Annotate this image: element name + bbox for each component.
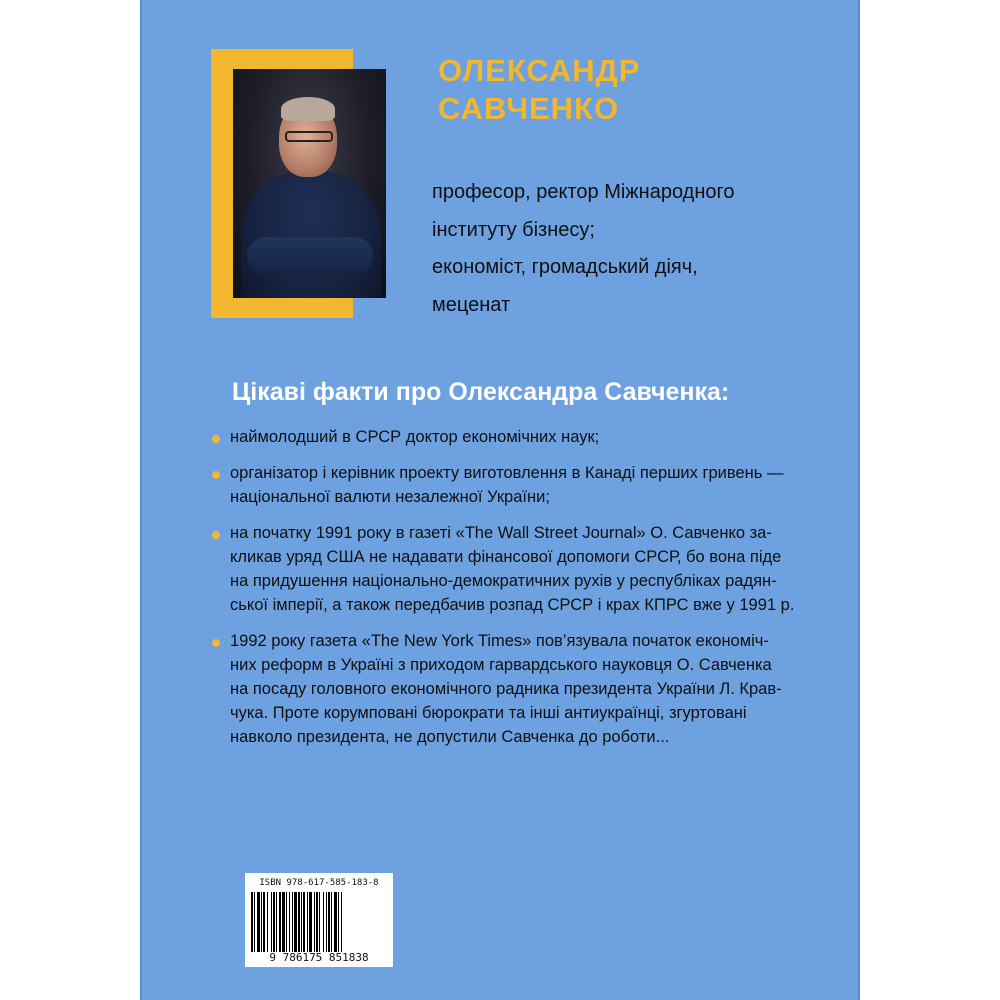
isbn-label: ISBN 978-617-585-183-8: [259, 878, 379, 888]
author-description-line: професор, ректор Міжнародного: [432, 181, 735, 203]
fact-line: 1992 року газета «The New York Times» пов’язувала початок економіч-: [230, 632, 769, 650]
fact-line: наймолодший в СРСР доктор економічних наук;: [230, 428, 600, 446]
author-photo: [233, 69, 386, 298]
fact-item: [230, 521, 826, 617]
facts-heading: Цікаві факти про Олександра Савченка:: [232, 378, 730, 406]
author-description-line: меценат: [432, 293, 511, 316]
fact-line: ської імперії, а також передбачив розпад СРСР і крах КПРС вже у 1991 р.: [230, 596, 795, 614]
fact-line: на придушення національно-демократичних рухів у республіках радян-: [230, 572, 777, 590]
fact-line: на початку 1991 року в газеті «The Wall Street Journal» О. Савченко за-: [230, 524, 772, 542]
photo-sweater: [241, 171, 381, 298]
fact-line: на посаду головного економічного радника президента України Л. Крав-: [230, 680, 782, 698]
fact-line: чука. Проте корумповані бюрократи та інші антиукраїнці, згуртовані: [230, 704, 747, 722]
photo-hair: [281, 97, 335, 121]
author-description-line: інституту бізнесу;: [432, 218, 595, 241]
fact-line: організатор і керівник проекту виготовлення в Канаді перших гривень —: [230, 464, 784, 482]
photo-crossed-arms: [247, 237, 373, 275]
fact-line: кликав уряд США не надавати фінансової допомоги СРСР, бо вона піде: [230, 548, 782, 566]
fact-line: національної валюти незалежної України;: [230, 488, 550, 506]
fact-item: [230, 461, 826, 509]
barcode-bars: [251, 892, 387, 952]
photo-glasses: [285, 131, 333, 142]
author-name: [438, 52, 640, 128]
bullet-dot-icon: [212, 471, 220, 479]
author-description-line: економіст, громадський діяч,: [432, 256, 698, 278]
isbn-barcode: [245, 873, 393, 967]
fact-item: [230, 629, 826, 749]
fact-line: навколо президента, не допустили Савченка до роботи...: [230, 728, 670, 746]
fact-item: [230, 425, 826, 449]
author-name-line: ОЛЕКСАНДР: [438, 53, 641, 88]
bullet-dot-icon: [212, 639, 220, 647]
facts-list: [230, 425, 826, 761]
bullet-dot-icon: [212, 435, 220, 443]
author-description: [432, 174, 734, 324]
author-name-line: САВЧЕНКО: [438, 91, 620, 126]
barcode-digits: 9 786175 851838: [269, 951, 369, 964]
bullet-dot-icon: [212, 531, 220, 539]
fact-line: них реформ в Україні з приходом гарвардського науковця О. Савченка: [230, 656, 772, 674]
barcode-gap: [342, 892, 343, 952]
